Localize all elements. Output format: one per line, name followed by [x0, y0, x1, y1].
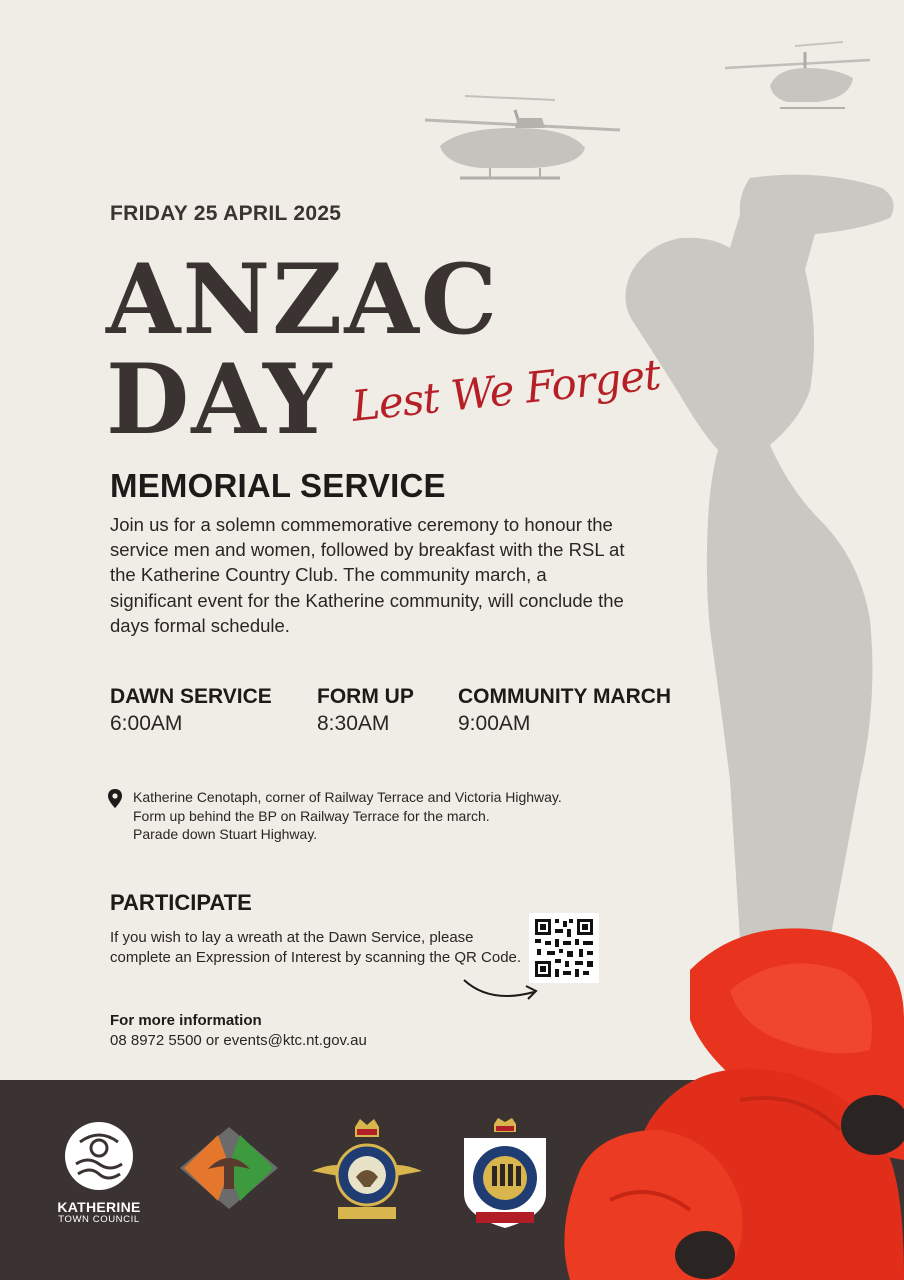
defence-emblem	[178, 1125, 280, 1211]
tagline-lest-we-forget: Lest We Forget	[349, 349, 663, 431]
participate-text: If you wish to lay a wreath at the Dawn Service, please complete an Expression of Interest by scanning the QR Code.	[110, 929, 522, 966]
event-date: FRIDAY 25 APRIL 2025	[110, 202, 342, 225]
raaf-badge	[310, 1115, 424, 1229]
title-day: DAY	[106, 343, 334, 456]
poppy-flowers-decoration	[540, 910, 904, 1280]
town-council-label: TOWN COUNCIL	[58, 1214, 140, 1225]
memorial-service-description: Join us for a solemn commemorative ceremony to honour the service men and women, followed by breakfast with the RSL at the Katherine Country Club. The community march, a significant event for the Katherine community, will conclude the days formal schedule.	[110, 514, 625, 636]
more-info-contact: 08 8972 5500 or events@ktc.nt.gov.au	[110, 1032, 367, 1049]
schedule-time: 8:30AM	[317, 712, 390, 735]
location-details	[133, 788, 562, 844]
schedule-label: COMMUNITY MARCH	[458, 685, 672, 708]
location-line: Form up behind the BP on Railway Terrace for the march.	[133, 807, 490, 824]
katherine-town-council-logo	[62, 1120, 136, 1196]
schedule-label: DAWN SERVICE	[110, 685, 272, 708]
curved-arrow-icon	[460, 972, 546, 1008]
schedule-time: 9:00AM	[458, 712, 531, 735]
rsl-badge	[458, 1116, 552, 1234]
more-info-heading: For more information	[110, 1012, 262, 1029]
location-line: Parade down Stuart Highway.	[133, 826, 318, 842]
map-pin-icon	[107, 789, 123, 809]
katherine-label: KATHERINE	[57, 1199, 141, 1215]
location-line: Katherine Cenotaph, corner of Railway Terrace and Victoria Highway.	[133, 789, 562, 805]
title-anzac: ANZAC	[106, 243, 500, 356]
memorial-service-heading: MEMORIAL SERVICE	[110, 467, 446, 504]
schedule-form-up	[317, 685, 414, 736]
schedule-label: FORM UP	[317, 685, 414, 708]
schedule-community-march	[458, 685, 671, 736]
schedule-dawn-service	[110, 685, 272, 736]
helicopter-icon	[725, 38, 875, 113]
schedule-time: 6:00AM	[110, 712, 183, 735]
participate-heading: PARTICIPATE	[110, 890, 252, 915]
